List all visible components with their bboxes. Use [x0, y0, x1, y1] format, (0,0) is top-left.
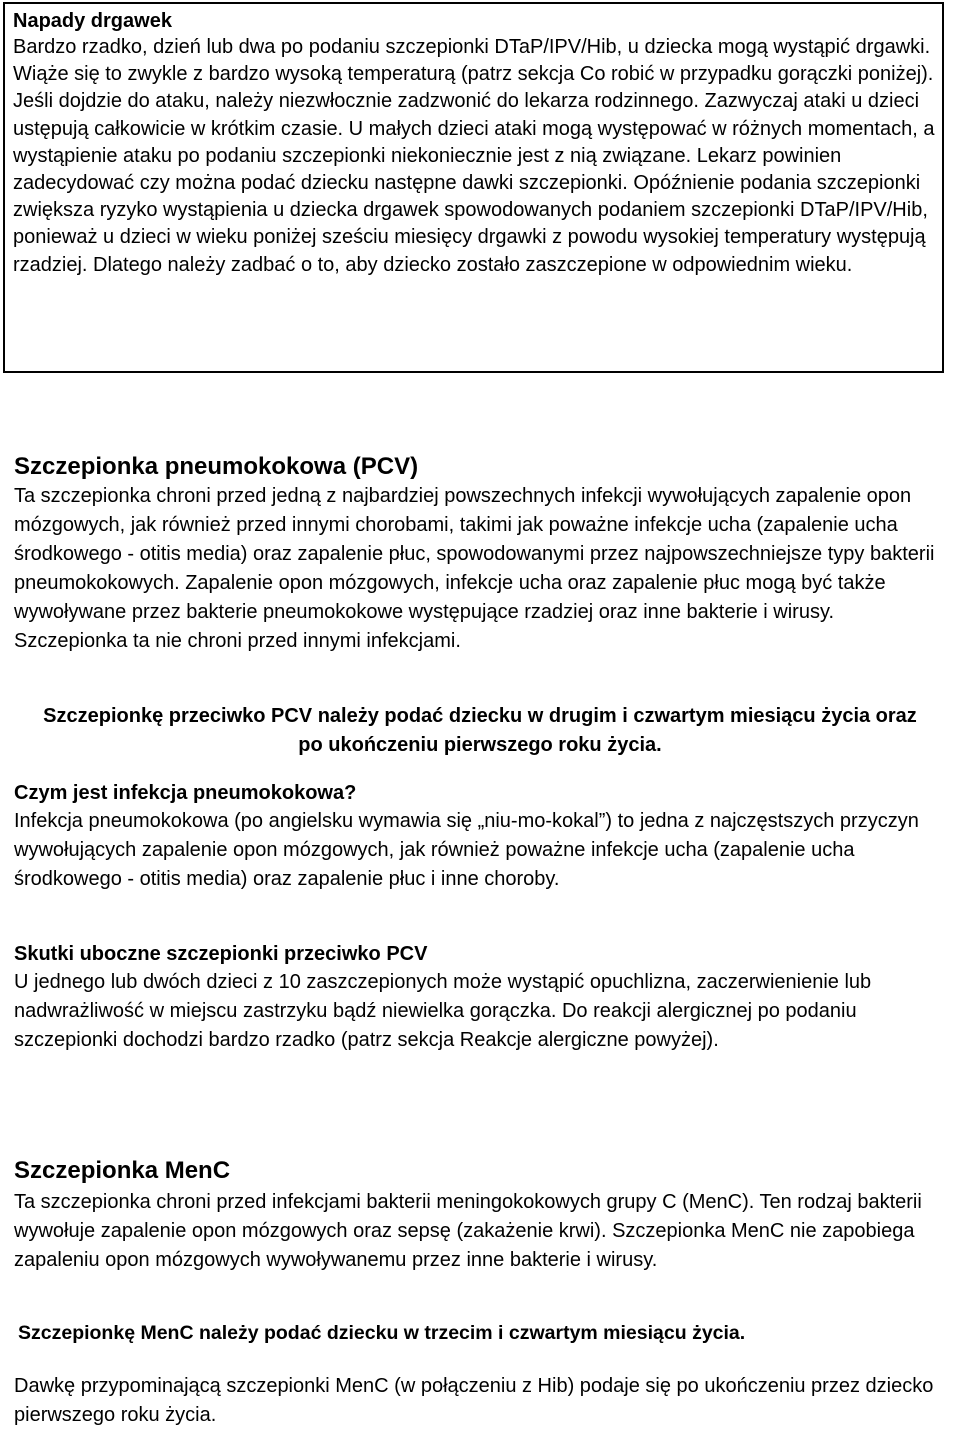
pcv-intro-block [14, 482, 949, 656]
pcv-side-effects-text: U jednego lub dwóch dzieci z 10 zaszczepionych może wystąpić opuchlizna, zaczerwienienie lub nadwrażliwość w miejscu zastrzyku bądź niewielka gorączka. Do reakcji alergicznej po podaniu szczepionki dochodzi bardzo rzadko (patrz sekcja Reakcje alergiczne powyżej). [14, 971, 872, 1051]
seizures-text: Bardzo rzadko, dzień lub dwa po podaniu szczepionki DTaP/IPV/Hib, u dziecka mogą wystąpić drgawki. Wiąże się to zwykle z bardzo wysoką temperaturą (patrz sekcja Co robić w przypadku gorączki poniżej). Jeśli dojdzie do ataku, należy niezwłocznie zadzwonić do lekarza rodzinnego. Zazwyczaj ataki u dzieci ustępują całkowicie w krótkim czasie. U małych dzieci ataki mogą występować w różnych momentach, a wystąpienie ataku po podaniu szczepionki niekoniecznie jest z nią związane. Lekarz powinien zadecydować czy można podać dziecku następne dawki szczepionki. Opóźnienie podania szczepionki zwiększa ryzyko wystąpienia u dziecka drgawek spowodowanych podaniem szczepionki DTaP/IPV/Hib, ponieważ u dzieci w wieku poniżej sześciu miesięcy drgawki z powodu wysokiej temperatury występują rzadziej. Dlatego należy zadbać o to, aby dziecko zostało zaszczepione w odpowiednim wieku. [13, 36, 935, 276]
pcv-schedule-block [40, 702, 920, 760]
pcv-heading-block [14, 452, 949, 482]
menc-booster-block [14, 1372, 949, 1430]
pcv-what-heading: Czym jest infekcja pneumokokowa? [14, 782, 357, 804]
pcv-heading: Szczepionka pneumokokowa (PCV) [14, 453, 419, 480]
pcv-what-block [14, 780, 949, 894]
pcv-schedule-text: Szczepionkę przeciwko PCV należy podać dziecku w drugim i czwartym miesiącu życia oraz po ukończeniu pierwszego roku życia. [43, 705, 917, 756]
menc-intro-text: Ta szczepionka chroni przed infekcjami bakterii meningokokowych grupy C (MenC). Ten rodzaj bakterii wywołuje zapalenie opon mózgowych oraz sepsę (zakażenie krwi). Szczepionka MenC nie zapobiega zapaleniu opon mózgowych wywoływanemu przez inne bakterie i wirusy. [14, 1191, 922, 1271]
menc-schedule-text: Szczepionkę MenC należy podać dziecku w trzecim i czwartym miesiącu życia. [18, 1322, 746, 1344]
menc-intro-block [14, 1188, 949, 1275]
pcv-intro-text: Ta szczepionka chroni przed jedną z najbardziej powszechnych infekcji wywołujących zapalenie opon mózgowych, jak również przed innymi chorobami, takimi jak poważne infekcje ucha (zapalenie ucha środkowego - otitis media) oraz zapalenie płuc, spowodowanymi przez najpowszechniejsze typy bakterii pneumokokowych. Zapalenie opon mózgowych, infekcje ucha oraz zapalenie płuc mogą być także wywoływane przez bakterie pneumokokowe występujące rzadziej oraz inne bakterie i wirusy. Szczepionka ta nie chroni przed innymi infekcjami. [14, 485, 935, 652]
pcv-side-effects-heading: Skutki uboczne szczepionki przeciwko PCV [14, 943, 428, 965]
pcv-side-effects-block [14, 941, 949, 1055]
seizures-info-box [3, 2, 944, 373]
menc-heading-block [14, 1156, 949, 1186]
pcv-what-text: Infekcja pneumokokowa (po angielsku wymawia się „niu-mo-kokal”) to jedna z najczęstszych przyczyn wywołujących zapalenie opon mózgowych, jak również poważne infekcje ucha (zapalenie ucha środkowego - otitis media) oraz zapalenie płuc i inne choroby. [14, 810, 919, 890]
menc-schedule-block [18, 1320, 948, 1347]
menc-heading: Szczepionka MenC [14, 1157, 231, 1184]
menc-booster-text: Dawkę przypominającą szczepionki MenC (w połączeniu z Hib) podaje się po ukończeniu przez dziecko pierwszego roku życia. [14, 1375, 934, 1426]
seizures-title: Napady drgawek [13, 10, 172, 32]
